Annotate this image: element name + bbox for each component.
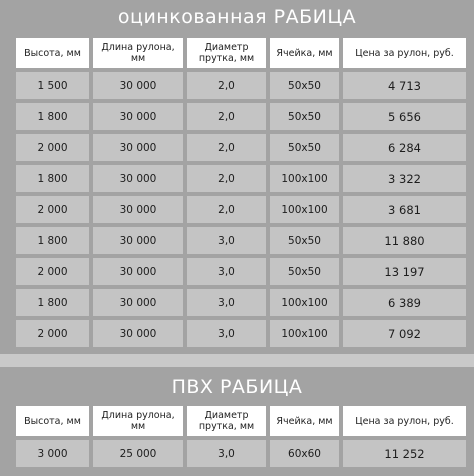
cell-price: 4 713	[343, 72, 466, 99]
cell-height: 2 000	[16, 320, 89, 347]
cell-roll-length: 30 000	[93, 320, 183, 347]
cell-price: 3 322	[343, 165, 466, 192]
cell-roll-length: 30 000	[93, 227, 183, 254]
cell-wire-diameter: 2,0	[187, 72, 266, 99]
table-row	[16, 289, 466, 316]
table-row	[16, 440, 466, 467]
pvc-mesh-title: ПВХ РАБИЦА	[171, 376, 303, 398]
cell-price: 6 284	[343, 134, 466, 161]
header-price: Цена за рулон, руб.	[343, 406, 466, 436]
cell-mesh-cell: 50х50	[270, 103, 339, 130]
cell-price: 5 656	[343, 103, 466, 130]
cell-mesh-cell: 50х50	[270, 72, 339, 99]
cell-mesh-cell: 50х50	[270, 134, 339, 161]
cell-roll-length: 30 000	[93, 196, 183, 223]
cell-height: 3 000	[16, 440, 89, 467]
cell-wire-diameter: 2,0	[187, 134, 266, 161]
header-roll-length: Длина рулона, мм	[93, 406, 183, 436]
cell-height: 1 800	[16, 165, 89, 192]
cell-height: 2 000	[16, 196, 89, 223]
pvc-mesh-price-table	[12, 402, 470, 471]
cell-roll-length: 30 000	[93, 165, 183, 192]
header-height: Высота, мм	[16, 38, 89, 68]
header-price: Цена за рулон, руб.	[343, 38, 466, 68]
header-wire-diameter: Диаметр прутка, мм	[187, 38, 266, 68]
cell-height: 1 800	[16, 289, 89, 316]
cell-mesh-cell: 100х100	[270, 289, 339, 316]
table-header-row	[16, 406, 466, 436]
cell-wire-diameter: 3,0	[187, 440, 266, 467]
table-row	[16, 103, 466, 130]
cell-mesh-cell: 100х100	[270, 165, 339, 192]
cell-height: 1 800	[16, 227, 89, 254]
pvc-mesh-panel	[0, 367, 474, 476]
cell-roll-length: 30 000	[93, 258, 183, 285]
header-roll-length: Длина рулона, мм	[93, 38, 183, 68]
cell-height: 1 800	[16, 103, 89, 130]
table-row	[16, 227, 466, 254]
header-height: Высота, мм	[16, 406, 89, 436]
table-row	[16, 134, 466, 161]
cell-price: 11 252	[343, 440, 466, 467]
table-row	[16, 196, 466, 223]
table-row	[16, 320, 466, 347]
cell-mesh-cell: 100х100	[270, 196, 339, 223]
table-row	[16, 258, 466, 285]
cell-price: 3 681	[343, 196, 466, 223]
cell-wire-diameter: 2,0	[187, 165, 266, 192]
cell-mesh-cell: 50х50	[270, 227, 339, 254]
header-mesh-cell: Ячейка, мм	[270, 406, 339, 436]
cell-price: 7 092	[343, 320, 466, 347]
cell-price: 11 880	[343, 227, 466, 254]
cell-height: 2 000	[16, 258, 89, 285]
cell-wire-diameter: 3,0	[187, 289, 266, 316]
cell-wire-diameter: 3,0	[187, 320, 266, 347]
cell-mesh-cell: 100х100	[270, 320, 339, 347]
cell-wire-diameter: 3,0	[187, 258, 266, 285]
cell-roll-length: 30 000	[93, 289, 183, 316]
header-mesh-cell: Ячейка, мм	[270, 38, 339, 68]
cell-wire-diameter: 3,0	[187, 227, 266, 254]
cell-price: 13 197	[343, 258, 466, 285]
table-header-row	[16, 38, 466, 68]
galvanized-mesh-price-table	[12, 34, 470, 351]
cell-price: 6 389	[343, 289, 466, 316]
cell-wire-diameter: 2,0	[187, 103, 266, 130]
cell-wire-diameter: 2,0	[187, 196, 266, 223]
cell-mesh-cell: 50х50	[270, 258, 339, 285]
cell-height: 1 500	[16, 72, 89, 99]
galvanized-mesh-title: оцинкованная РАБИЦА	[117, 6, 357, 28]
cell-roll-length: 30 000	[93, 103, 183, 130]
cell-roll-length: 25 000	[93, 440, 183, 467]
table-row	[16, 72, 466, 99]
cell-mesh-cell: 60х60	[270, 440, 339, 467]
table-row	[16, 165, 466, 192]
cell-roll-length: 30 000	[93, 134, 183, 161]
cell-height: 2 000	[16, 134, 89, 161]
header-wire-diameter: Диаметр прутка, мм	[187, 406, 266, 436]
cell-roll-length: 30 000	[93, 72, 183, 99]
